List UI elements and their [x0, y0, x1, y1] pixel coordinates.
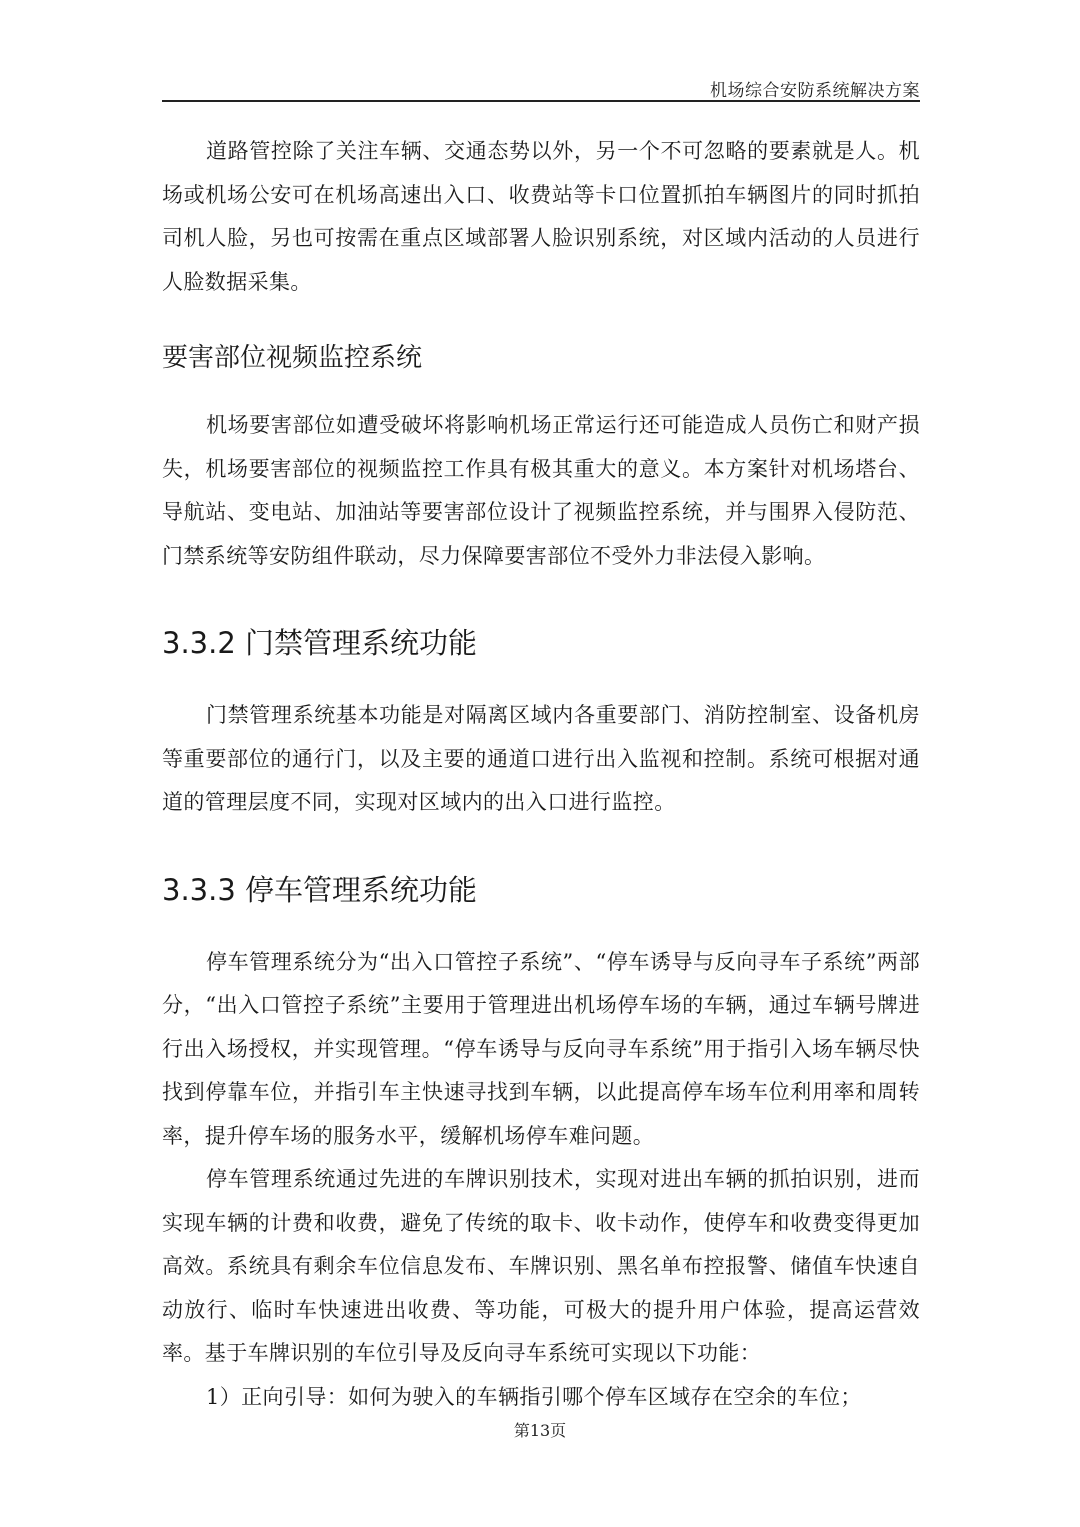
paragraph-access-control: 门禁管理系统基本功能是对隔离区域内各重要部门、消防控制室、设备机房等重要部位的通行门，以及主要的通道口进行出入监视和控制。系统可根据对通道的管理层度不同，实现对区域内的出入口进行监控。 [162, 703, 920, 814]
list-item-forward-guidance: 1）正向引导：如何为驶入的车辆指引哪个停车区域存在空余的车位； [206, 1384, 862, 1409]
header-title: 机场综合安防系统解决方案 [710, 81, 920, 101]
paragraph-key-area-video: 机场要害部位如遭受破坏将影响机场正常运行还可能造成人员伤亡和财产损失，机场要害部位的视频监控工作具有极其重大的意义。本方案针对机场塔台、导航站、变电站、加油站等要害部位设计了视频监控系统，并与围界入侵防范、门禁系统等安防组件联动，尽力保障要害部位不受外力非法侵入影响。 [162, 413, 920, 568]
subheading-key-area-video: 要害部位视频监控系统 [162, 343, 423, 373]
paragraph-parking-overview: 停车管理系统分为“出入口管控子系统”、“停车诱导与反向寻车子系统”两部分，“出入口管控子系统”主要用于管理进出机场停车场的车辆，通过车辆号牌进行出入场授权，并实现管理。“停车诱导与反向寻车系统”用于指引入场车辆尽快找到停靠车位，并指引车主快速寻找到车辆，以此提高停车场车位利用率和周转率，提升停车场的服务水平，缓解机场停车难问题。 [162, 949, 920, 1148]
paragraph-parking-plate-recognition: 停车管理系统通过先进的车牌识别技术，实现对进出车辆的抓拍识别，进而实现车辆的计费和收费，避免了传统的取卡、收卡动作，使停车和收费变得更加高效。系统具有剩余车位信息发布、车牌识别、黑名单布控报警、储值车快速自动放行、临时车快速进出收费、等功能，可极大的提升用户体验，提高运营效率。基于车牌识别的车位引导及反向寻车系统可实现以下功能： [162, 1167, 920, 1365]
paragraph-road-control: 道路管控除了关注车辆、交通态势以外，另一个不可忽略的要素就是人。机场或机场公安可在机场高速出入口、收费站等卡口位置抓拍车辆图片的同时抓拍司机人脸，另也可按需在重点区域部署人脸识别系统，对区域内活动的人员进行人脸数据采集。 [162, 139, 920, 294]
page-number: 第13页 [513, 1421, 567, 1440]
page-header [162, 72, 920, 102]
section-heading-332: 3.3.2 门禁管理系统功能 [162, 626, 478, 660]
document-body [162, 130, 920, 1419]
section-heading-333: 3.3.3 停车管理系统功能 [162, 872, 478, 907]
